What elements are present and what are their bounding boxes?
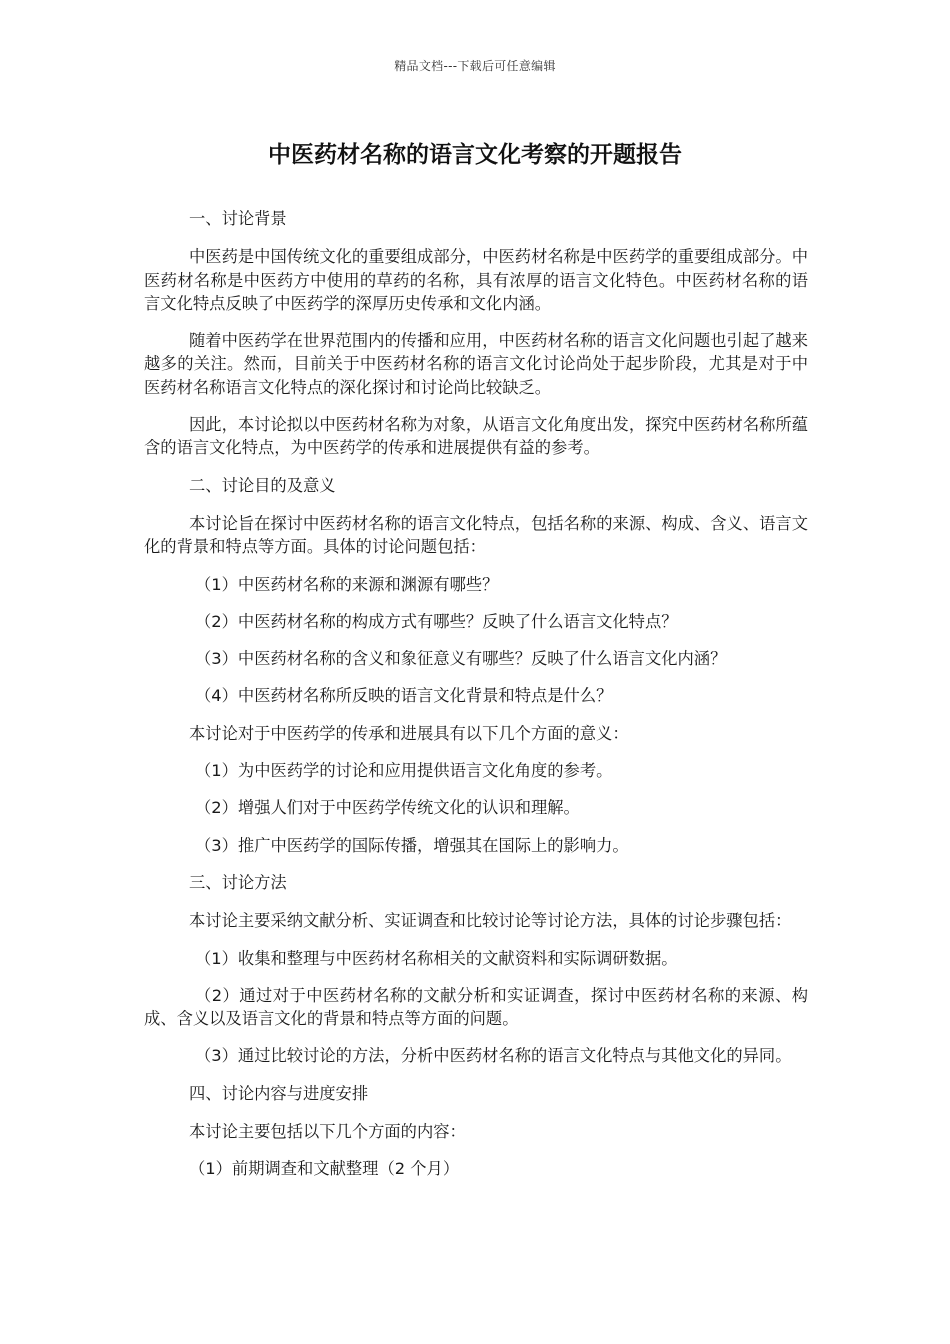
document-body — [144, 207, 808, 1195]
list-item: （1）为中医药学的讨论和应用提供语言文化角度的参考。 — [195, 761, 613, 781]
paragraph: 本讨论主要包括以下几个方面的内容： — [189, 1122, 466, 1142]
paragraph: 本讨论旨在探讨中医药材名称的语言文化特点，包括名称的来源、构成、含义、语言文化的背景和特点等方面。具体的讨论问题包括： — [144, 513, 808, 557]
paragraph: 因此，本讨论拟以中医药材名称为对象，从语言文化角度出发，探究中医药材名称所蕴含的语言文化特点，为中医药学的传承和进展提供有益的参考。 — [144, 415, 808, 458]
list-item: （1）前期调查和文献整理（2 个月） — [189, 1159, 460, 1179]
paragraph: 本讨论主要采纳文献分析、实证调查和比较讨论等讨论方法，具体的讨论步骤包括： — [189, 911, 792, 931]
paragraph: 本讨论对于中医药学的传承和进展具有以下几个方面的意义： — [189, 723, 629, 743]
document-title: 中医药材名称的语言文化考察的开题报告 — [268, 142, 682, 168]
paragraph: 随着中医药学在世界范围内的传播和应用，中医药材名称的语言文化问题也引起了越来越多的关注。然而，目前关于中医药材名称的语言文化讨论尚处于起步阶段，尤其是对于中医药材名称语言文化特点的深化探讨和讨论尚比较缺乏。 — [144, 331, 808, 397]
list-item: （3）通过比较讨论的方法，分析中医药材名称的语言文化特点与其他文化的异同。 — [195, 1046, 792, 1066]
list-item: （2）通过对于中医药材名称的文献分析和实证调查，探讨中医药材名称的来源、构成、含义以及语言文化的背景和特点等方面的问题。 — [144, 985, 808, 1029]
section-heading-method: 三、讨论方法 — [189, 872, 287, 892]
list-item: （2）增强人们对于中医药学传统文化的认识和理解。 — [195, 798, 580, 818]
section-heading-background: 一、讨论背景 — [189, 209, 287, 228]
list-item: （2）中医药材名称的构成方式有哪些？反映了什么语言文化特点？ — [195, 611, 678, 631]
list-item: （3）中医药材名称的含义和象征意义有哪些？反映了什么语言文化内涵？ — [195, 649, 727, 669]
list-item: （1）中医药材名称的来源和渊源有哪些？ — [195, 574, 499, 594]
list-item: （4）中医药材名称所反映的语言文化背景和特点是什么？ — [195, 686, 613, 706]
list-item: （3）推广中医药学的国际传播，增强其在国际上的影响力。 — [195, 835, 629, 855]
list-item: （1）收集和整理与中医药材名称相关的文献资料和实际调研数据。 — [195, 948, 678, 968]
paragraph: 中医药是中国传统文化的重要组成部分，中医药材名称是中医药学的重要组成部分。中医药材名称是中医药方中使用的草药的名称，具有浓厚的语言文化特色。中医药材名称的语言文化特点反映了中医药学的深厚历史传承和文化内涵。 — [144, 247, 808, 313]
section-heading-plan: 四、讨论内容与进度安排 — [189, 1083, 369, 1103]
section-heading-purpose: 二、讨论目的及意义 — [189, 475, 336, 495]
header-note: 精品文档---下载后可任意编辑 — [394, 59, 556, 73]
